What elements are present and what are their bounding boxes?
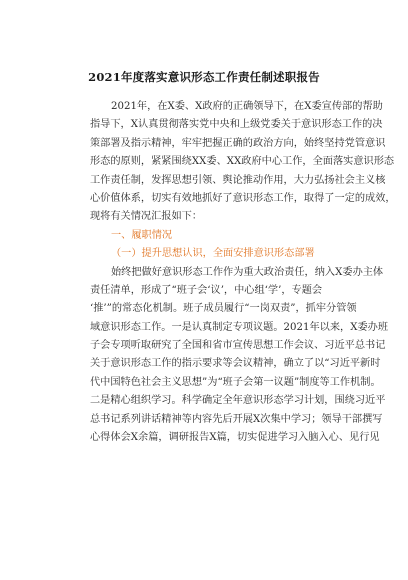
paragraph-line: 现将有关情况汇报如下： [90, 211, 203, 223]
paragraph-line: 指导下，X认真贯彻落实党中央和上级党委关于意识形态工作的决 [90, 119, 383, 131]
section-heading: （一）提升思想认识，全面安排意识形态部署 [111, 248, 315, 260]
paragraph-line: 策部署及指示精神，牢牢把握正确的政治方向，始终坚持党管意识 [90, 137, 386, 149]
paragraph-line: 形态的原则，紧紧围绕XX委、XX政府中心工作，全面落实意识形态 [90, 156, 395, 168]
paragraph-line: 子会专项听取研究了全国和省市宣传思想工作会议、习近平总书记 [90, 340, 386, 352]
paragraph-line: 心得体会X余篇，调研报告X篇，切实促进学习入脑入心、见行见 [90, 432, 380, 444]
document-body [90, 98, 396, 447]
paragraph-line: 心价值体系，切实有效地抓好了意识形态工作，取得了一定的成效， [90, 192, 396, 204]
paragraph-line: 总书记系列讲话精神等内容先后开展X次集中学习；领导干部撰写 [90, 413, 383, 425]
paragraph-line: 2021年，在X委、X政府的正确领导下，在X委宣传部的帮助 [111, 101, 383, 112]
document-title: 2021年度落实意识形态工作责任制述职报告 [88, 70, 320, 84]
paragraph-line: 责任清单，形成了“班子会‘议’，中心组‘学’，专题会 [90, 284, 323, 296]
paragraph-line: 始终把做好意识形态工作作为重大政治责任，纳入X委办主体 [111, 266, 384, 278]
paragraph-line: 二是精心组织学习。科学确定全年意识形态学习计划，围绕习近平 [90, 395, 386, 407]
section-heading: 一、履职情况 [111, 229, 173, 241]
paragraph-line: 代中国特色社会主义思想”为“班子会第一议题”制度等工作机制。 [90, 376, 381, 388]
paragraph-line: 域意识形态工作。一是认真制定专项议题。2021年以来，X委办班 [90, 321, 389, 333]
paragraph-line: 关于意识形态工作的指示要求等会议精神，确立了以“习近平新时 [90, 358, 381, 370]
paragraph-line: 工作责任制，发挥思想引领、舆论推动作用，大力弘扬社会主义核 [90, 174, 386, 186]
paragraph-line: ‘推’”的常态化机制。班子成员履行“一岗双责”，抓牢分管领 [90, 303, 357, 315]
